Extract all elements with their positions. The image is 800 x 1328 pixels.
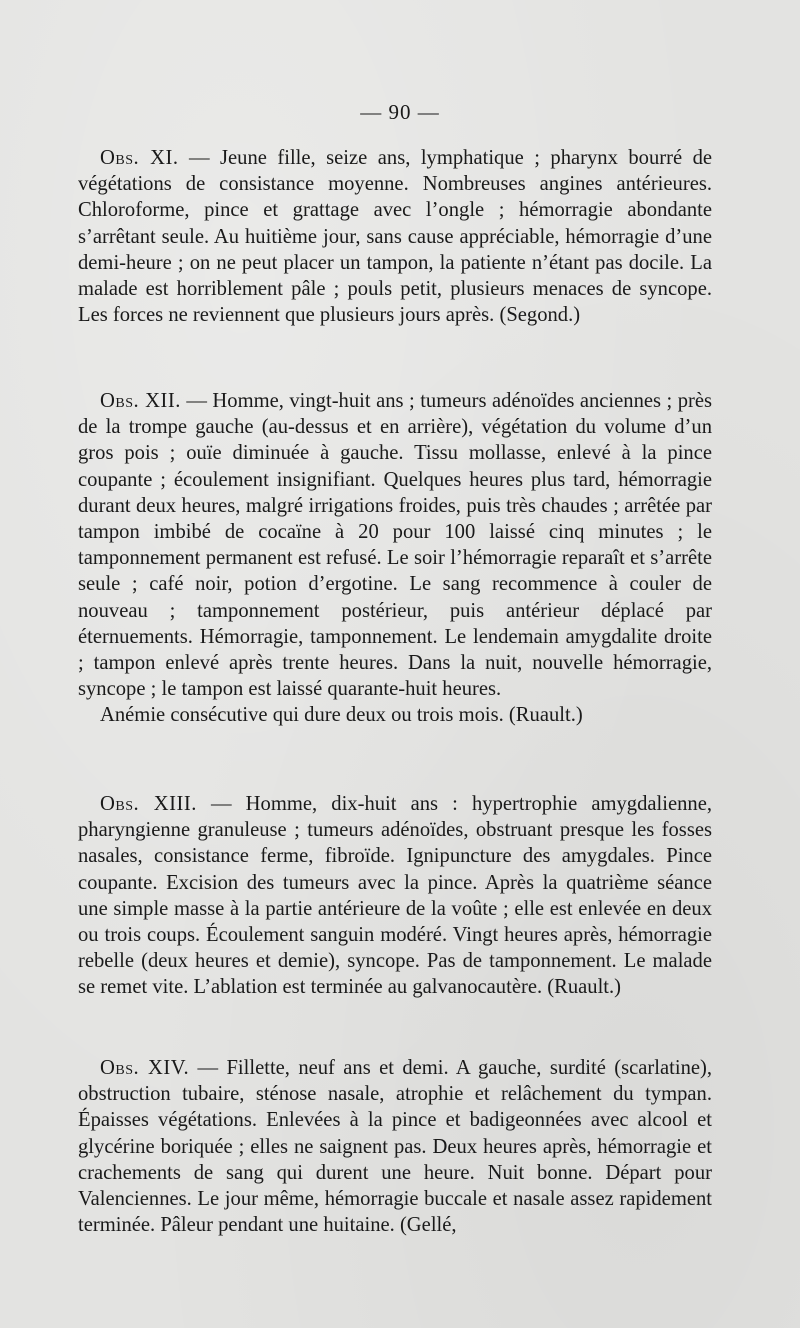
observation-label: Obs. XI.	[100, 147, 179, 169]
observation-xi	[78, 145, 712, 328]
page-number: — 90 —	[360, 100, 440, 124]
observation-paragraph: Anémie consécutive qui dure deux ou trois mois. (Ruault.)	[100, 704, 583, 727]
observation-xiv	[78, 1055, 712, 1238]
observation-paragraph	[78, 1055, 712, 1238]
observation-xiii	[78, 791, 712, 1001]
observation-label: Obs. XIII.	[100, 793, 197, 815]
observation-label: Obs. XII.	[100, 390, 181, 412]
observation-text: — Homme, dix-huit ans : hypertrophie amygdalienne, pharyngienne granuleuse ; tumeurs adénoïdes, obstruant presque les fosses nasales, consistance ferme, fibroïde. Ignipuncture des amygdales. Pince coupante. Excision des tumeurs avec la pince. Après la quatrième séance une simple masse à la partie antérieure de la voûte ; elle est enlevée en deux ou trois coups. Écoulement sanguin modéré. Vingt heures après, hémorragie rebelle (deux heures et demie), syncope. Pas de tamponnement. Le malade se remet vite. L’ablation est terminée au galvanocautère. (Ruault.)	[78, 793, 713, 999]
observation-text: — Jeune fille, seize ans, lymphatique ; pharynx bourré de végétations de consistance moyenne. Nombreuses angines antérieures. Chloroforme, pince et grattage avec l’ongle ; hémorragie abondante s’arrêtant seule. Au huitième jour, sans cause appréciable, hémorragie d’une demi-heure ; on ne peut placer un tampon, la patiente n’étant pas docile. La malade est horriblement pâle ; pouls petit, plusieurs menaces de syncope. Les forces ne reviennent que plusieurs jours après. (Segond.)	[78, 147, 713, 327]
observation-text: — Fillette, neuf ans et demi. A gauche, surdité (scarlatine), obstruction tubaire, sténose nasale, atrophie et relâchement du tympan. Épaisses végétations. Enlevées à la pince et badigeonnées avec alcool et glycérine boriquée ; elles ne saignent pas. Deux heures après, hémorragie et crachements de sang qui durent une heure. Nuit bonne. Départ pour Valenciennes. Le jour même, hémorragie buccale et nasale assez rapidement terminée. Pâleur pendant une huitaine. (Gellé,	[78, 1057, 713, 1237]
observation-paragraph	[78, 791, 712, 1001]
observation-xii	[78, 388, 712, 729]
observation-label: Obs. XIV.	[100, 1057, 190, 1079]
observation-text: — Homme, vingt-huit ans ; tumeurs adénoïdes anciennes ; près de la trompe gauche (au-dessus et en arrière), végétation du volume d’un gros pois ; ouïe diminuée à gauche. Tissu mollasse, enlevé à la pince coupante ; écoulement insignifiant. Quelques heures plus tard, hémorragie durant deux heures, malgré irrigations froides, puis très chaudes ; arrêtée par tampon imbibé de cocaïne à 20 pour 100 laissé cinq minutes ; le tamponnement permanent est refusé. Le soir l’hémorragie reparaît et s’arrête seule ; café noir, potion d’ergotine. Le sang recommence à couler de nouveau ; tamponnement postérieur, puis antérieur déplacé par éternuements. Hémorragie, tamponnement. Le lendemain amygdalite droite ; tampon enlevé après trente heures. Dans la nuit, nouvelle hémorragie, syncope ; le tampon est laissé quarante-huit heures.	[78, 390, 712, 701]
observation-paragraph	[78, 388, 712, 702]
observation-paragraph	[78, 145, 712, 328]
